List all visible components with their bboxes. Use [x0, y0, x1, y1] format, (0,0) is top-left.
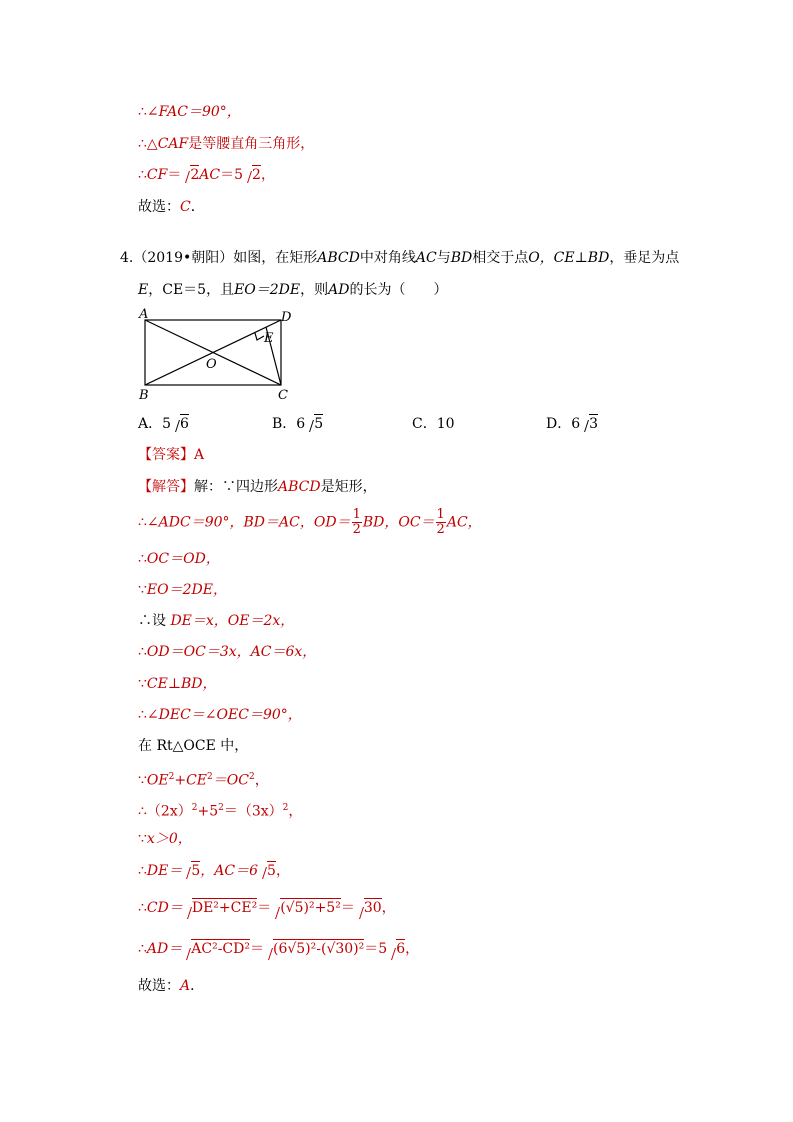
label-d: D: [281, 310, 292, 325]
line-caf-isosceles: ∴△CAF是等腰直角三角形，: [138, 136, 315, 152]
label-a: A: [139, 307, 149, 322]
line-cf-value: ∴CF＝ 2AC＝5 2，: [138, 167, 275, 183]
rectangle-figure: [136, 305, 296, 403]
label-o: O: [206, 357, 217, 372]
label-b: B: [139, 388, 149, 403]
solution-step-4: ∵EO＝2DE，: [138, 582, 227, 598]
solution-intro: 【解答】解：∵四边形ABCD是矩形，: [138, 479, 377, 495]
option-c: C．10: [412, 416, 455, 432]
solution-step-11: $\therefore(2x)^2+5^2=(3x)^2$，: [138, 803, 303, 820]
solution-step-5: ∴设 DE＝x，OE＝2x，: [138, 613, 295, 629]
solution-step-9: 在 Rt△OCE 中，: [138, 738, 249, 754]
option-d: D．6 3: [546, 416, 599, 432]
solution-step-8: ∴∠DEC＝∠OEC＝90°，: [138, 707, 302, 723]
question-line-1: 4.（2019•朝阳）如图，在矩形ABCD中对角线AC与BD相交于点O，CE⊥BD，垂足为点: [120, 250, 680, 266]
solution-step-13: ∴DE＝ 5，AC＝6 5，: [138, 863, 290, 879]
solution-step-7: ∵CE⊥BD，: [138, 676, 217, 692]
solution-step-15: ∴AD＝ AC²-CD²＝ (6√5)²-(√30)²＝5 6，: [138, 936, 419, 962]
solution-choose-a: 故选：A．: [138, 978, 205, 994]
solution-step-12: ∵x＞0，: [138, 831, 192, 847]
option-a: A．5 6: [138, 416, 189, 432]
line-fac-90: ∴∠FAC＝90°，: [138, 104, 241, 120]
solution-step-2: ∴∠ADC＝90°，BD＝AC，OD＝ $\frac{1}{2}$ BD，OC＝ $\frac{1}{2}$ AC，: [138, 507, 482, 537]
solution-step-3: ∴OC＝OD，: [138, 551, 220, 567]
line-choose-c: 故选：C．: [138, 199, 205, 215]
solution-step-14: ∴CD＝ DE²+CE²＝ (√5)²+5²＝ 30，: [138, 895, 396, 921]
solution-step-6: ∴OD＝OC＝3x，AC＝6x，: [138, 644, 317, 660]
answer-line: 【答案】A: [138, 447, 205, 463]
label-e: E: [264, 331, 274, 346]
label-c: C: [278, 388, 288, 403]
solution-step-10: $\because OE^2+CE^2=OC^2$，: [138, 772, 269, 789]
option-b: B．6 5: [272, 416, 324, 432]
question-line-2: E，CE＝5，且EO＝2DE，则AD的长为（ ）: [138, 282, 448, 298]
